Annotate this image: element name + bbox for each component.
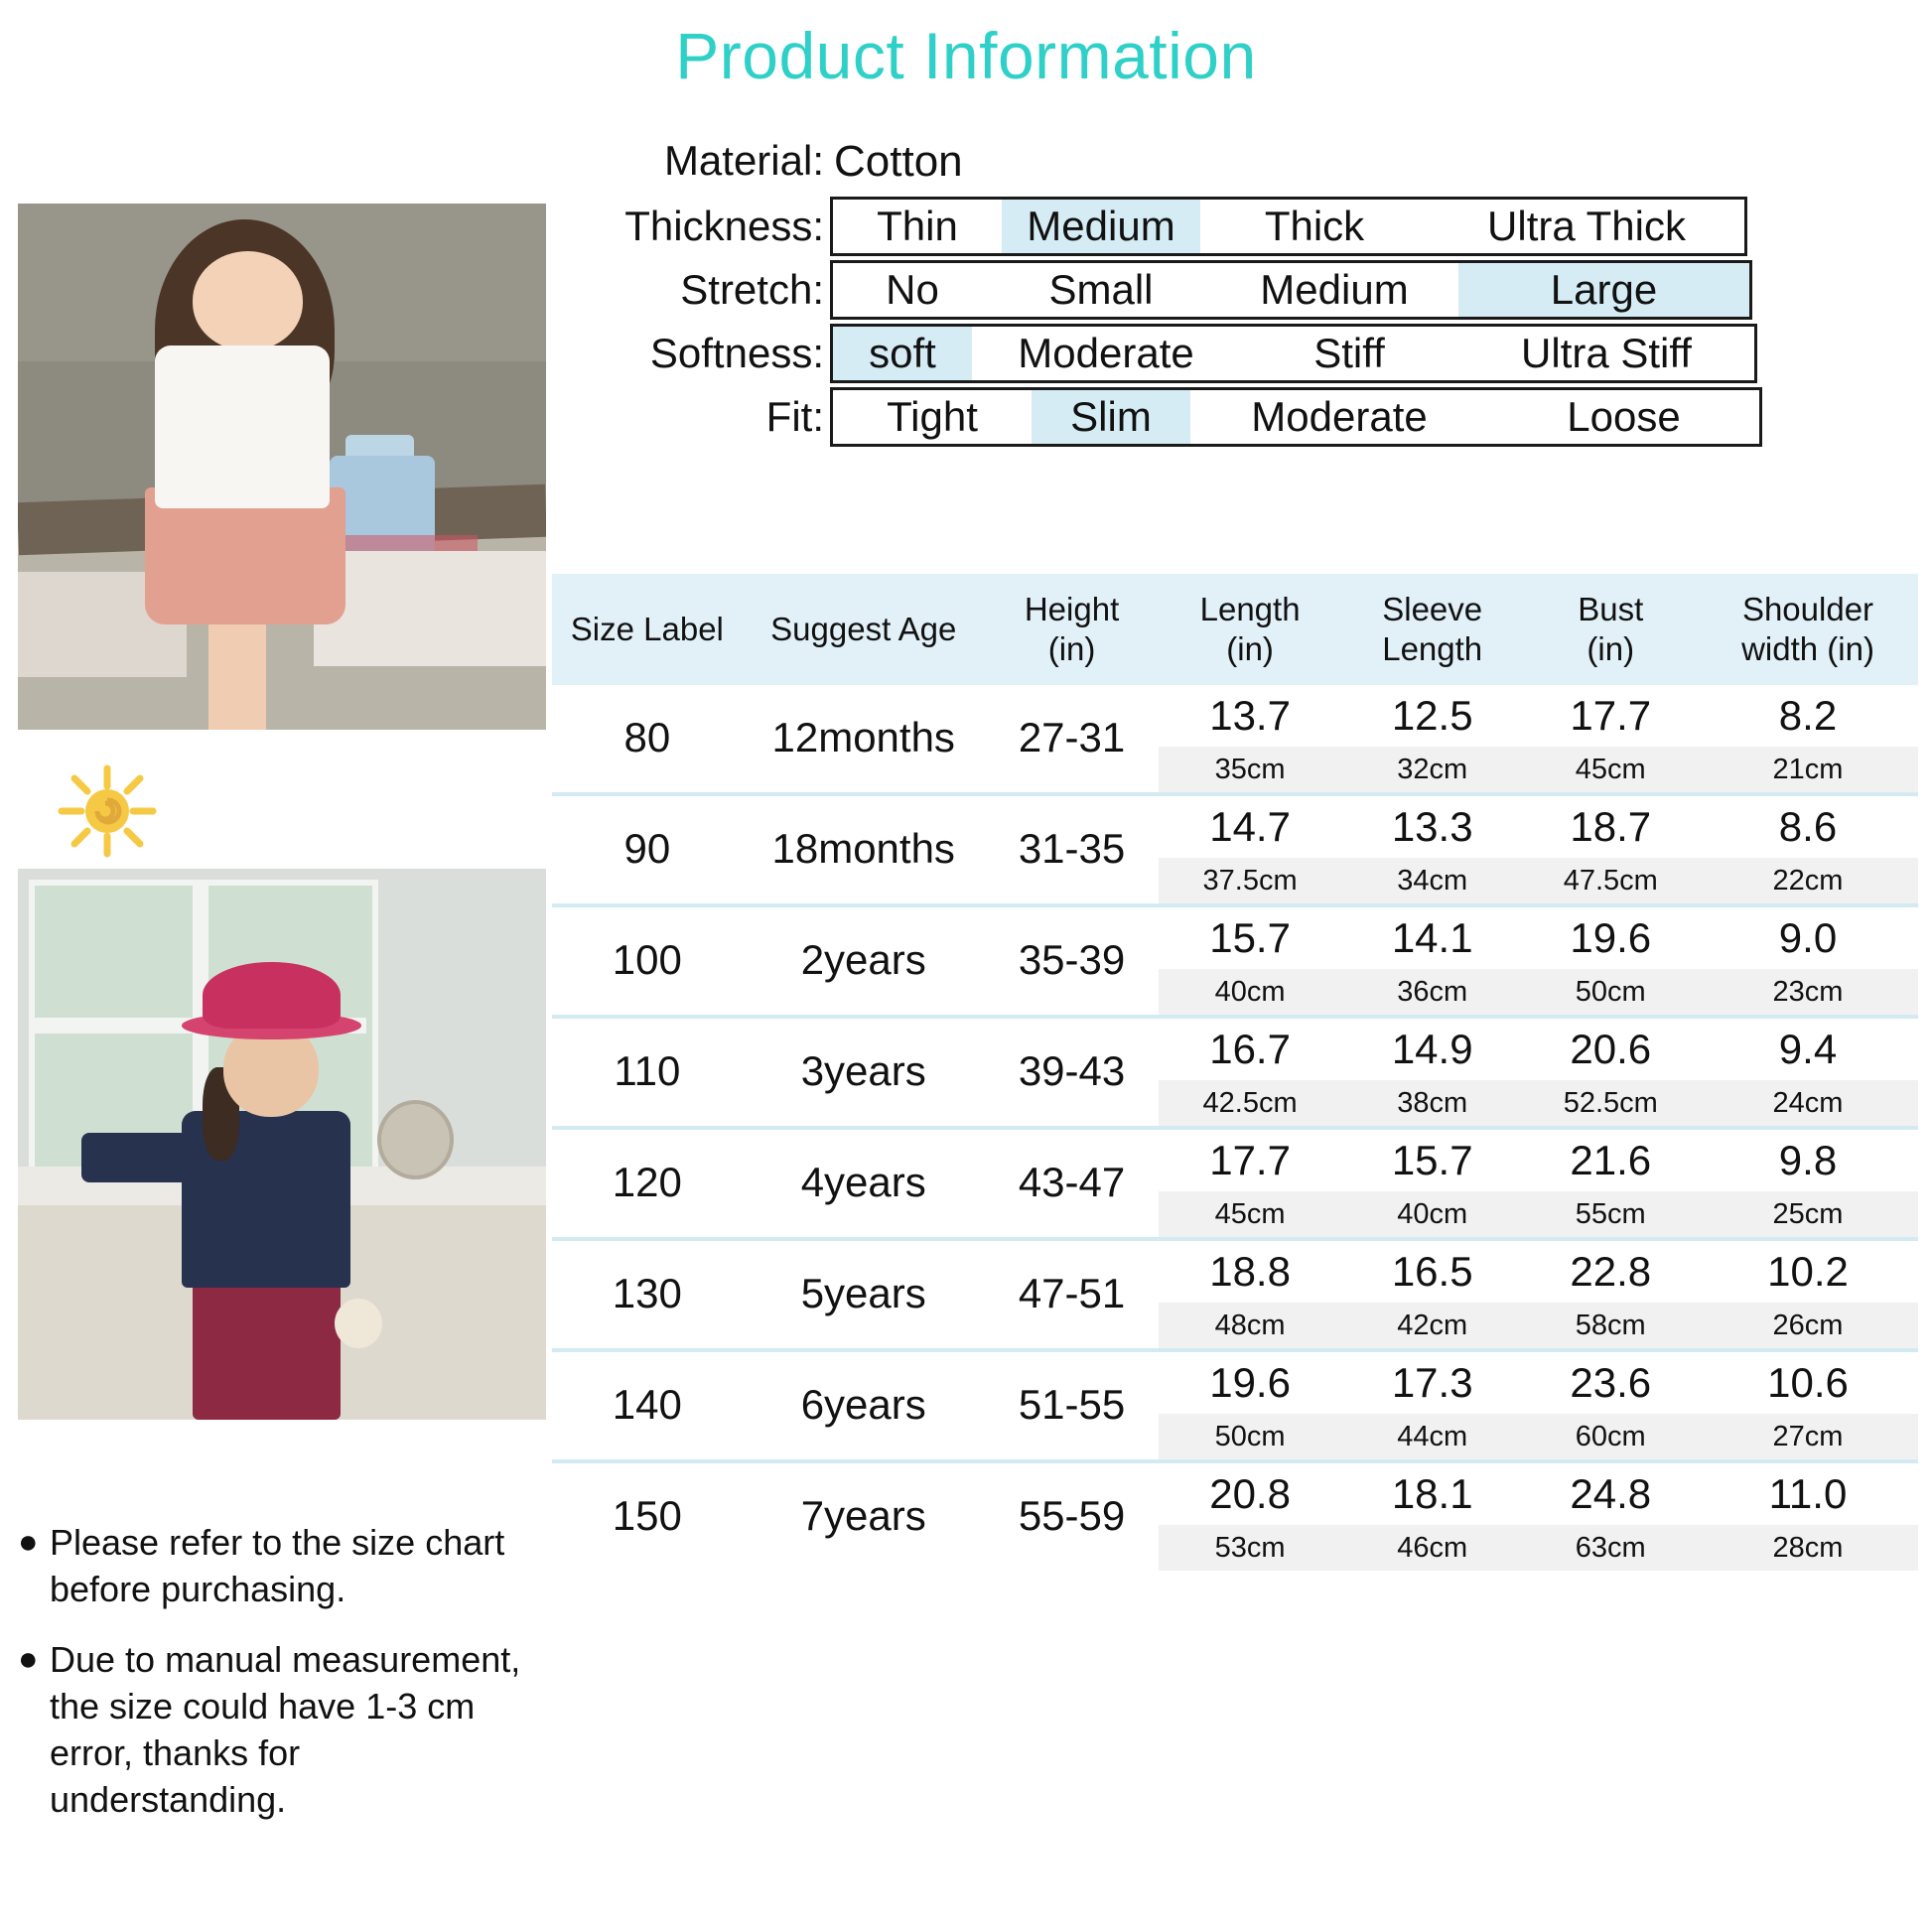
cell-size: 110: [552, 1017, 743, 1128]
spec-option-thick[interactable]: Thick: [1264, 203, 1365, 249]
cell-length-cm: 53cm: [1159, 1525, 1341, 1571]
cell-sleeve-cm: 34cm: [1341, 858, 1524, 903]
table-row: [552, 685, 1918, 794]
note-text-2: Due to manual measurement, the size could have 1-3 cm error, thanks for understanding.: [50, 1639, 521, 1820]
cell-age: 12months: [771, 714, 955, 760]
note-item: [18, 1636, 544, 1823]
cell-height: 55-59: [985, 1461, 1160, 1571]
cell-shoulder: [1698, 1128, 1918, 1239]
cell-sleeve-in: 18.1: [1391, 1470, 1473, 1517]
cell-height: 27-31: [1018, 714, 1126, 760]
cell-shoulder: [1698, 1350, 1918, 1461]
spec-option-ultra-stiff[interactable]: Ultra Stiff: [1521, 330, 1692, 376]
cell-height: 31-35: [985, 794, 1160, 905]
spec-option-medium[interactable]: Medium: [1002, 200, 1200, 253]
cell-length-cm: 35cm: [1159, 747, 1341, 792]
cell-length: [1159, 1128, 1341, 1239]
bullet-icon: ●: [18, 1523, 39, 1561]
cell-sleeve-cm: 46cm: [1341, 1525, 1524, 1571]
spec-option-tight[interactable]: Tight: [887, 393, 978, 440]
cell-shoulder-in: 9.0: [1778, 914, 1838, 961]
spec-option-ultra-thick[interactable]: Ultra Thick: [1487, 203, 1686, 249]
cell-sleeve-cm: 42cm: [1341, 1303, 1524, 1348]
cell-bust-in: 23.6: [1570, 1359, 1652, 1406]
cell-length-in: 20.8: [1209, 1470, 1291, 1517]
cell-sleeve-cm: 44cm: [1341, 1414, 1524, 1459]
cell-shoulder: [1698, 794, 1918, 905]
spec-label-fit: Fit:: [765, 393, 824, 440]
spec-options-stretch: [830, 260, 1752, 320]
spec-row-fit: [556, 387, 1747, 447]
cell-shoulder: [1698, 1461, 1918, 1571]
cell-sleeve-cm: 38cm: [1341, 1080, 1524, 1126]
cell-length: [1159, 1461, 1341, 1571]
table-row: [552, 1350, 1918, 1461]
cell-bust: [1523, 1350, 1698, 1461]
cell-bust: [1523, 1239, 1698, 1350]
spec-label-stretch: Stretch:: [680, 266, 824, 313]
cell-age: 5years: [743, 1239, 985, 1350]
cell-sleeve-in: 14.1: [1391, 914, 1473, 961]
cell-shoulder-in: 10.6: [1767, 1359, 1849, 1406]
spec-label-softness: Softness:: [649, 330, 824, 376]
cell-age: 7years: [743, 1461, 985, 1571]
table-row: [552, 1461, 1918, 1571]
col-length: Length (in): [1159, 574, 1341, 685]
cell-sleeve: [1341, 1239, 1524, 1350]
cell-length-in: 17.7: [1209, 1137, 1291, 1183]
cell-size: 150: [552, 1461, 743, 1571]
cell-length-cm: 37.5cm: [1159, 858, 1341, 903]
cell-length: [1159, 794, 1341, 905]
cell-bust-cm: 60cm: [1523, 1414, 1698, 1459]
cell-bust-cm: 45cm: [1523, 747, 1698, 792]
spec-value-material: Cotton: [834, 137, 963, 186]
col-suggest-age: Suggest Age: [743, 574, 985, 685]
cell-shoulder-in: 11.0: [1768, 1470, 1848, 1517]
cell-sleeve: [1341, 1128, 1524, 1239]
cell-shoulder-in: 8.2: [1778, 692, 1838, 739]
cell-length: [1159, 1239, 1341, 1350]
cell-bust-in: 21.6: [1570, 1137, 1652, 1183]
table-row: [552, 905, 1918, 1017]
cell-length-in: 13.7: [1209, 692, 1291, 739]
cell-shoulder: [1698, 905, 1918, 1017]
cell-shoulder-in: 9.8: [1778, 1137, 1838, 1183]
cell-length-in: 15.7: [1209, 914, 1291, 961]
cell-length-cm: 42.5cm: [1159, 1080, 1341, 1126]
spec-option-stiff[interactable]: Stiff: [1313, 330, 1385, 376]
cell-size: 130: [552, 1239, 743, 1350]
cell-bust-in: 20.6: [1570, 1026, 1652, 1072]
sun-icon: [38, 757, 177, 866]
cell-bust-in: 19.6: [1570, 914, 1652, 961]
cell-shoulder-cm: 23cm: [1698, 969, 1918, 1015]
cell-shoulder-cm: 25cm: [1698, 1191, 1918, 1237]
cell-length: [1159, 905, 1341, 1017]
page-title: Product Information: [675, 19, 1257, 92]
product-photo-child-navy-top: [18, 869, 546, 1420]
cell-shoulder: [1698, 1239, 1918, 1350]
cell-sleeve: [1341, 1350, 1524, 1461]
size-chart-table: [552, 574, 1918, 1571]
table-row: [552, 1017, 1918, 1128]
cell-size: 90: [552, 794, 743, 905]
cell-height: 43-47: [985, 1128, 1160, 1239]
cell-sleeve-cm: 36cm: [1341, 969, 1524, 1015]
spec-options-softness: [830, 324, 1757, 383]
cell-shoulder-cm: 24cm: [1698, 1080, 1918, 1126]
spec-options-thickness: [830, 197, 1747, 256]
spec-row-material: [556, 131, 1747, 193]
spec-options-fit: [830, 387, 1762, 447]
cell-height: 35-39: [985, 905, 1160, 1017]
cell-sleeve-in: 12.5: [1391, 692, 1473, 739]
spec-option-thin[interactable]: Thin: [877, 203, 958, 249]
col-sleeve-length: Sleeve Length: [1341, 574, 1524, 685]
cell-length-cm: 50cm: [1159, 1414, 1341, 1459]
cell-age: 3years: [743, 1017, 985, 1128]
cell-size: 120: [552, 1128, 743, 1239]
cell-bust-cm: 63cm: [1523, 1525, 1698, 1571]
cell-bust: [1523, 1128, 1698, 1239]
cell-shoulder-cm: 22cm: [1698, 858, 1918, 903]
spec-row-stretch: [556, 260, 1747, 320]
cell-bust-in: 24.8: [1570, 1470, 1652, 1517]
cell-bust: [1523, 905, 1698, 1017]
cell-shoulder-cm: 27cm: [1698, 1414, 1918, 1459]
cell-size: 100: [552, 905, 743, 1017]
spec-label-thickness: Thickness:: [624, 203, 824, 249]
cell-sleeve-in: 16.5: [1391, 1248, 1473, 1295]
cell-height: 47-51: [985, 1239, 1160, 1350]
cell-bust-cm: 50cm: [1523, 969, 1698, 1015]
cell-age: 4years: [743, 1128, 985, 1239]
cell-bust: [1523, 685, 1698, 794]
cell-shoulder-cm: 21cm: [1698, 747, 1918, 792]
cell-length: [1159, 1350, 1341, 1461]
cell-bust: [1523, 1017, 1698, 1128]
cell-sleeve: [1341, 794, 1524, 905]
cell-sleeve-in: 14.9: [1391, 1026, 1473, 1072]
cell-length-cm: 48cm: [1159, 1303, 1341, 1348]
cell-shoulder-in: 8.6: [1778, 803, 1838, 850]
cell-shoulder: [1698, 685, 1918, 794]
col-shoulder-width: Shoulder width (in): [1698, 574, 1918, 685]
cell-sleeve: [1341, 1461, 1524, 1571]
cell-shoulder-cm: 28cm: [1698, 1525, 1918, 1571]
spec-option-small[interactable]: Small: [1048, 266, 1154, 313]
spec-block: [556, 131, 1747, 451]
product-photo-girl-white-top: [18, 204, 546, 730]
table-body: [552, 685, 1918, 1571]
cell-length-cm: 40cm: [1159, 969, 1341, 1015]
spec-option-medium-stretch[interactable]: Medium: [1260, 266, 1409, 313]
spec-row-softness: [556, 324, 1747, 383]
note-item: [18, 1519, 544, 1612]
spec-option-large[interactable]: Large: [1458, 263, 1749, 317]
cell-bust: [1523, 1461, 1698, 1571]
cell-sleeve: [1341, 1017, 1524, 1128]
cell-shoulder: [1698, 1017, 1918, 1128]
note-text-1: Please refer to the size chart before purchasing.: [50, 1522, 505, 1609]
cell-bust: [1523, 794, 1698, 905]
cell-height: 51-55: [985, 1350, 1160, 1461]
cell-sleeve-cm: 40cm: [1341, 1191, 1524, 1237]
cell-shoulder-in: 10.2: [1767, 1248, 1849, 1295]
cell-length-in: 18.8: [1209, 1248, 1291, 1295]
cell-age: 18months: [743, 794, 985, 905]
cell-bust-in: 18.7: [1570, 803, 1652, 850]
spec-row-thickness: [556, 197, 1747, 256]
spec-option-slim[interactable]: Slim: [1032, 390, 1190, 444]
notes-list: [18, 1519, 544, 1847]
cell-length-in: 19.6: [1209, 1359, 1291, 1406]
cell-age: 2years: [743, 905, 985, 1017]
table-header-row: [552, 574, 1918, 685]
bullet-icon: ●: [18, 1640, 39, 1678]
cell-age: 6years: [743, 1350, 985, 1461]
cell-bust-cm: 55cm: [1523, 1191, 1698, 1237]
cell-length: [1159, 1017, 1341, 1128]
cell-shoulder-cm: 26cm: [1698, 1303, 1918, 1348]
cell-size: 140: [552, 1350, 743, 1461]
col-size-label: Size Label: [552, 574, 743, 685]
cell-sleeve: [1341, 905, 1524, 1017]
table-row: [552, 794, 1918, 905]
table-row: [552, 1128, 1918, 1239]
cell-bust-in: 17.7: [1570, 692, 1652, 739]
spec-option-loose[interactable]: Loose: [1567, 393, 1681, 440]
cell-sleeve-cm: 32cm: [1341, 747, 1524, 792]
cell-shoulder-in: 9.4: [1778, 1026, 1838, 1072]
table-row: [552, 1239, 1918, 1350]
cell-length-in: 16.7: [1209, 1026, 1291, 1072]
cell-bust-in: 22.8: [1570, 1248, 1652, 1295]
col-bust: Bust (in): [1523, 574, 1698, 685]
spec-option-moderate-softness[interactable]: Moderate: [1018, 330, 1194, 376]
cell-size: 80: [623, 714, 671, 760]
cell-length-cm: 45cm: [1159, 1191, 1341, 1237]
cell-sleeve-in: 15.7: [1391, 1137, 1473, 1183]
cell-length: [1159, 685, 1341, 794]
cell-sleeve-in: 13.3: [1391, 803, 1473, 850]
cell-sleeve-in: 17.3: [1391, 1359, 1473, 1406]
cell-sleeve: [1341, 685, 1524, 794]
spec-option-soft[interactable]: soft: [833, 327, 972, 380]
spec-option-no[interactable]: No: [886, 266, 939, 313]
cell-bust-cm: 52.5cm: [1523, 1080, 1698, 1126]
col-height: Height (in): [985, 574, 1160, 685]
cell-height: 39-43: [985, 1017, 1160, 1128]
cell-length-in: 14.7: [1209, 803, 1291, 850]
spec-label-material: Material:: [663, 137, 824, 184]
cell-bust-cm: 58cm: [1523, 1303, 1698, 1348]
cell-bust-cm: 47.5cm: [1523, 858, 1698, 903]
spec-option-moderate-fit[interactable]: Moderate: [1251, 393, 1428, 440]
